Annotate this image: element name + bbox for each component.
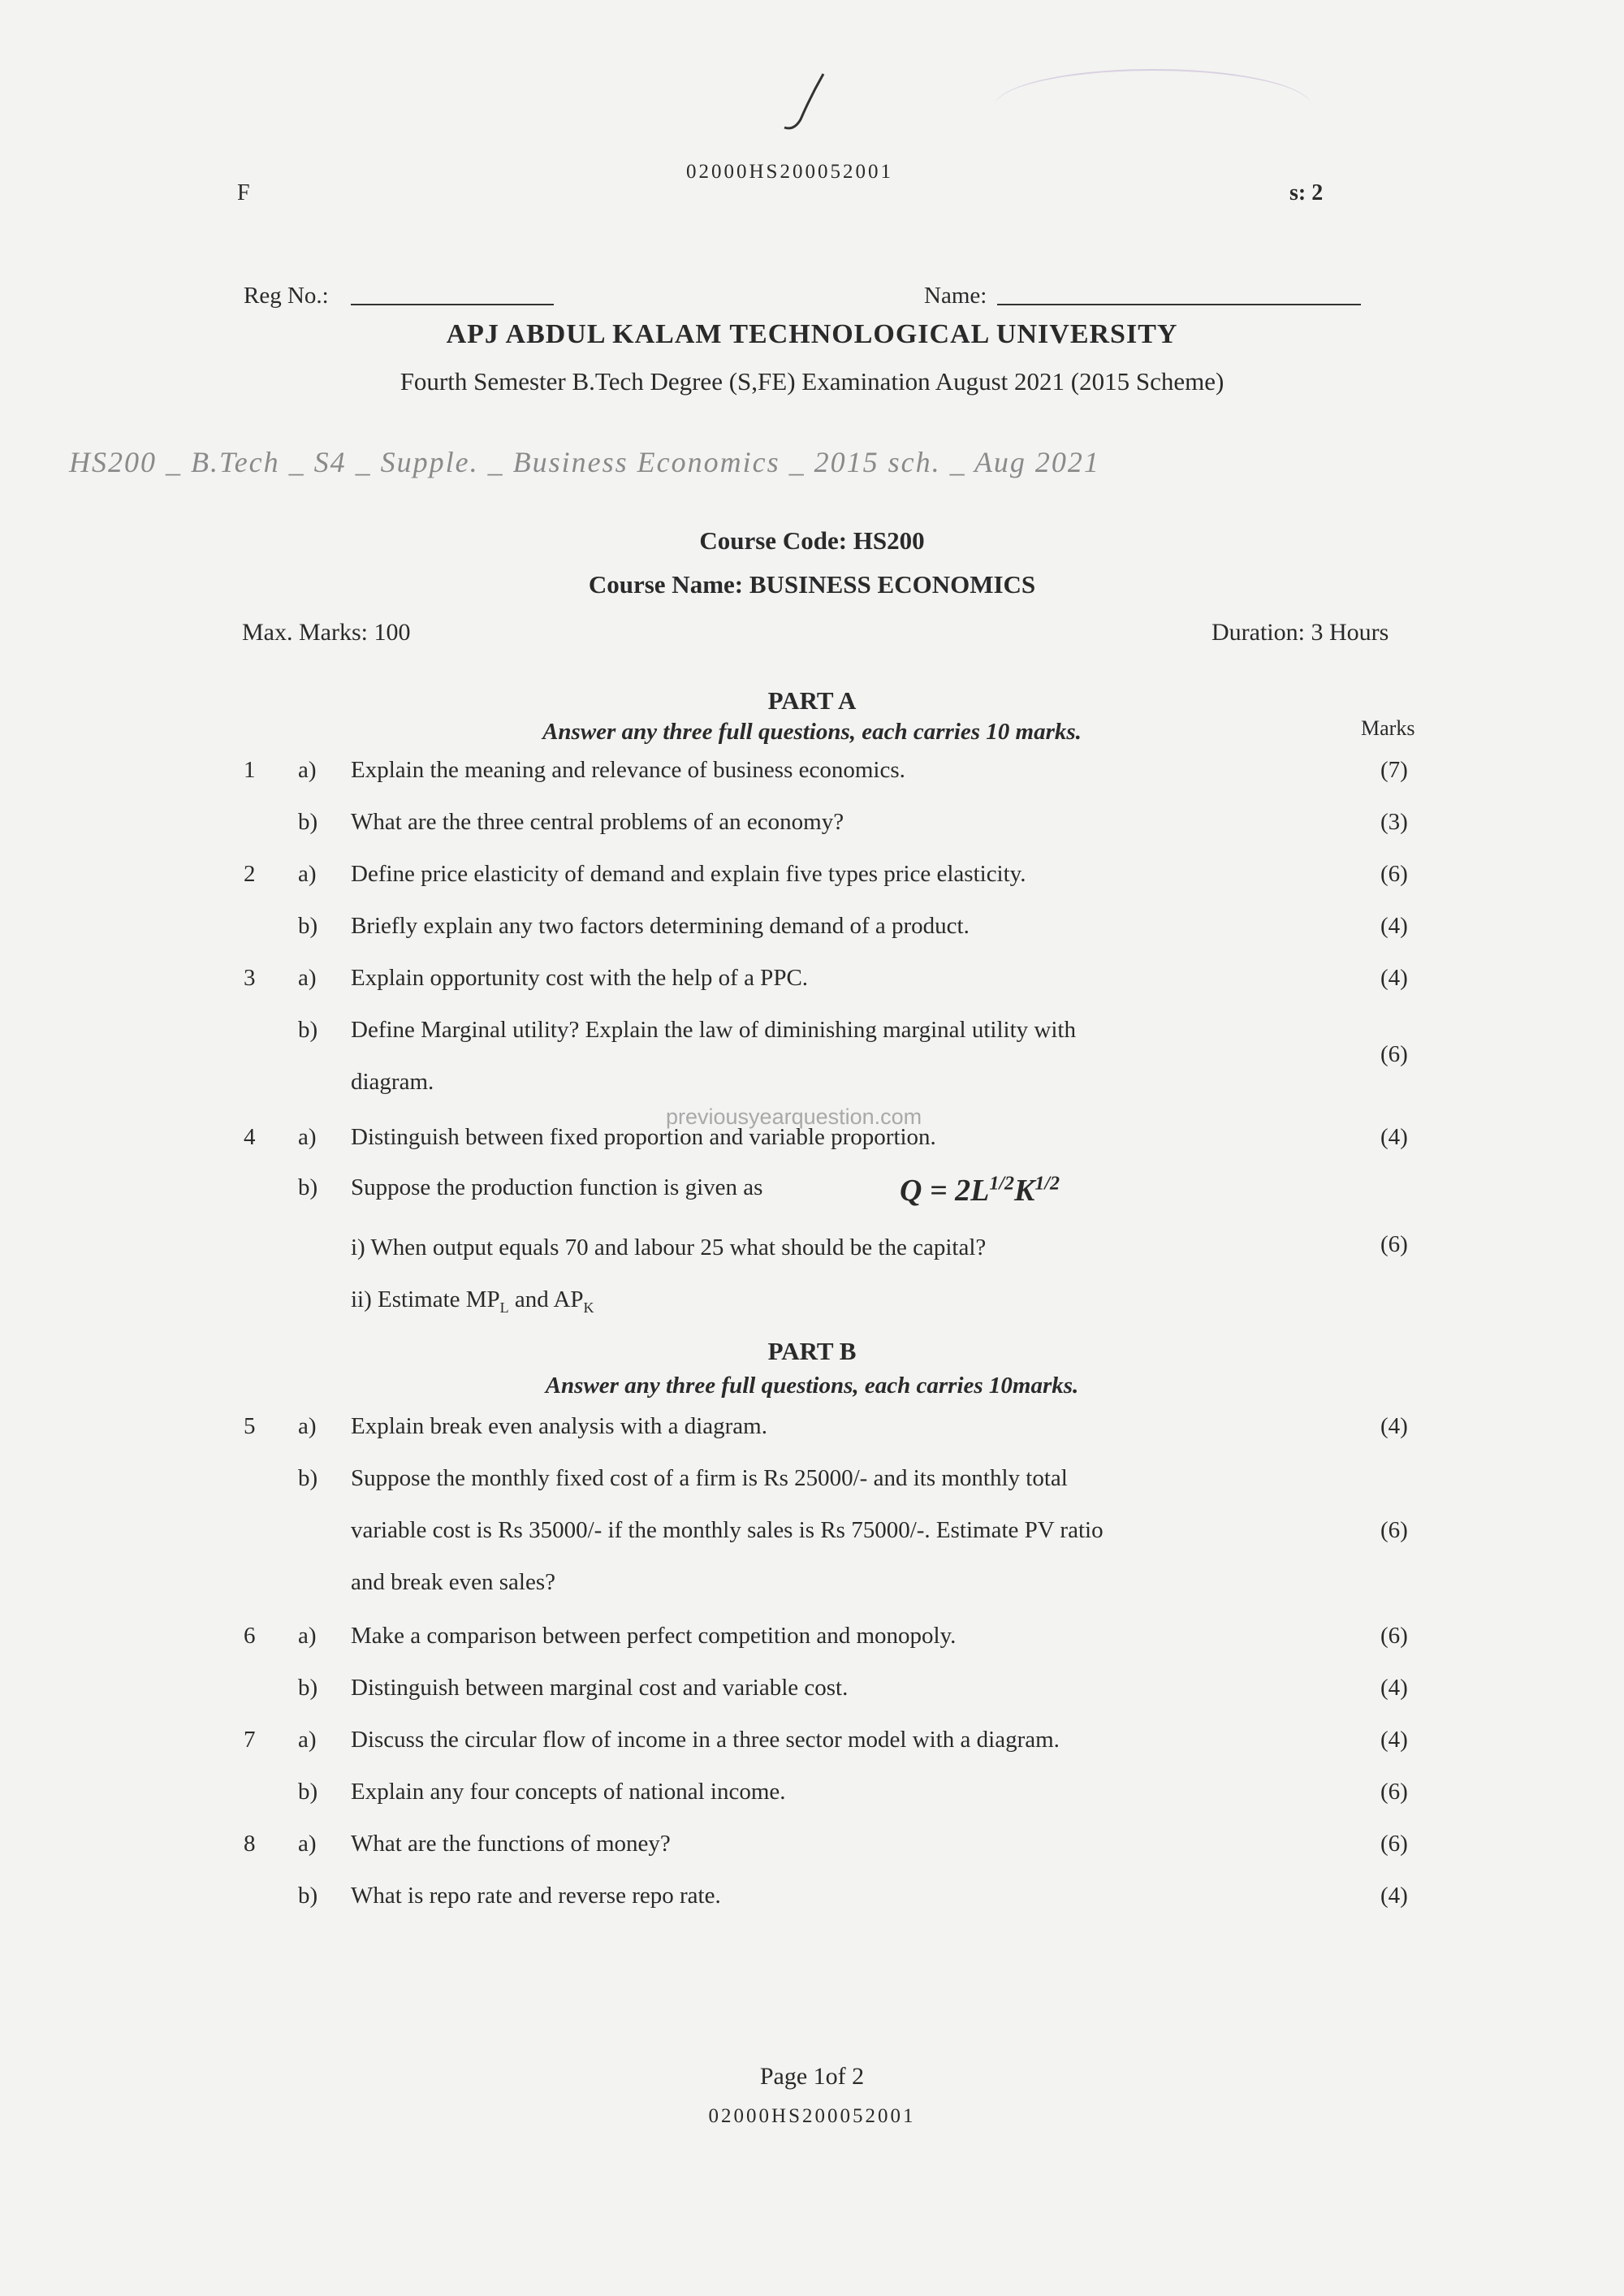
question-number: 4 <box>244 1124 256 1150</box>
question-text: Define price elasticity of demand and explain five types price elasticity. <box>351 861 1026 887</box>
question-4b-ii: ii) Estimate $MP_L$ and $AP_K$ <box>351 1286 594 1316</box>
question-marks: (6) <box>1380 1517 1408 1543</box>
production-function-formula: $Q = 2L^{1/2}K^{1/2}$ <box>900 1173 1060 1208</box>
question-marks: (4) <box>1380 965 1408 991</box>
question-text: Suppose the production function is given as <box>351 1174 763 1200</box>
question-text: Briefly explain any two factors determining demand of a product. <box>351 913 970 939</box>
question-sub-label: b) <box>298 1017 318 1043</box>
question-text: Explain any four concepts of national income. <box>351 1779 786 1805</box>
question-4b-i-marks: (6) <box>1380 1231 1408 1257</box>
question-marks: (4) <box>1380 1675 1408 1701</box>
question-sub-label: b) <box>298 1174 318 1200</box>
question-marks: (4) <box>1380 1883 1408 1909</box>
question-text: Explain the meaning and relevance of business economics. <box>351 757 905 783</box>
question-text: Discuss the circular flow of income in a three sector model with a diagram. <box>351 1727 1060 1753</box>
question-marks: (6) <box>1380 1779 1408 1805</box>
question-number: 3 <box>244 965 256 991</box>
question-sub-label: b) <box>298 1675 318 1701</box>
name-blank <box>997 304 1361 305</box>
stamp-smudge <box>995 69 1311 144</box>
question-sub-label: b) <box>298 1883 318 1909</box>
question-marks: (4) <box>1380 1124 1408 1150</box>
question-text: Define Marginal utility? Explain the law of diminishing marginal utility with <box>351 1017 1076 1043</box>
question-4b-i: i) When output equals 70 and labour 25 what should be the capital? <box>351 1234 987 1260</box>
question-sub-label: a) <box>298 1124 317 1150</box>
part-b-instruction: Answer any three full questions, each carries 10marks. <box>545 1373 1079 1399</box>
question-text: Make a comparison between perfect competition and monopoly. <box>351 1623 957 1649</box>
question-sub-label: a) <box>298 1623 317 1649</box>
part-b-title: PART B <box>767 1337 857 1365</box>
question-text: Distinguish between fixed proportion and variable proportion. <box>351 1124 936 1150</box>
paper-code-bottom: 02000HS200052001 <box>708 2105 916 2127</box>
question-text: What is repo rate and reverse repo rate. <box>351 1883 721 1909</box>
question-sub-label: a) <box>298 1831 317 1857</box>
course-name: Course Name: BUSINESS ECONOMICS <box>588 570 1036 599</box>
question-marks: (6) <box>1380 1831 1408 1857</box>
max-marks: Max. Marks: 100 <box>242 619 411 646</box>
reg-no-label: Reg No.: <box>244 283 329 309</box>
question-marks: (4) <box>1380 1413 1408 1439</box>
question-number: 5 <box>244 1413 256 1439</box>
paper-code-top: 02000HS200052001 <box>686 161 893 183</box>
question-marks: (3) <box>1380 809 1408 835</box>
question-sub-label: a) <box>298 757 317 783</box>
question-number: 1 <box>244 757 256 783</box>
question-marks: (6) <box>1380 1623 1408 1649</box>
question-sub-label: b) <box>298 809 318 835</box>
watermark: previousyearquestion.com <box>666 1105 922 1129</box>
question-text: Distinguish between marginal cost and variable cost. <box>351 1675 849 1701</box>
question-number: 6 <box>244 1623 256 1649</box>
question-sub-label: a) <box>298 861 317 887</box>
pages-label: s: 2 <box>1289 180 1324 205</box>
question-marks: (6) <box>1380 1041 1408 1067</box>
question-sub-label: b) <box>298 913 318 939</box>
question-text: Explain break even analysis with a diagram. <box>351 1413 767 1439</box>
question-text: Explain opportunity cost with the help of a PPC. <box>351 965 809 991</box>
question-sub-label: a) <box>298 1413 317 1439</box>
question-text: and break even sales? <box>351 1569 556 1595</box>
question-sub-label: b) <box>298 1779 318 1805</box>
question-text: diagram. <box>351 1069 434 1095</box>
part-a-instruction: Answer any three full questions, each carries 10 marks. <box>542 719 1082 745</box>
question-number: 7 <box>244 1727 256 1753</box>
marks-header: Marks <box>1361 716 1415 740</box>
university-title: APJ ABDUL KALAM TECHNOLOGICAL UNIVERSITY <box>446 319 1178 349</box>
question-text: What are the functions of money? <box>351 1831 671 1857</box>
question-marks: (7) <box>1380 757 1408 783</box>
question-text: Suppose the monthly fixed cost of a firm is Rs 25000/- and its monthly total <box>351 1465 1068 1491</box>
question-sub-label: b) <box>298 1465 318 1491</box>
name-label: Name: <box>924 283 987 309</box>
duration: Duration: 3 Hours <box>1212 619 1389 646</box>
question-sub-label: a) <box>298 1727 317 1753</box>
question-sub-label: a) <box>298 965 317 991</box>
question-marks: (4) <box>1380 1727 1408 1753</box>
question-number: 2 <box>244 861 256 887</box>
reg-no-blank <box>351 304 554 305</box>
handwritten-tick-mark <box>780 69 828 134</box>
page-number: Page 1of 2 <box>759 2063 865 2090</box>
question-marks: (6) <box>1380 861 1408 887</box>
set-label: F <box>237 180 250 205</box>
question-text: What are the three central problems of an economy? <box>351 809 844 835</box>
course-code: Course Code: HS200 <box>699 526 925 555</box>
handwritten-note: HS200 _ B.Tech _ S4 _ Supple. _ Business Economics _ 2015 sch. _ Aug 2021 <box>69 446 1100 478</box>
question-number: 8 <box>244 1831 256 1857</box>
question-marks: (4) <box>1380 913 1408 939</box>
question-text: variable cost is Rs 35000/- if the monthly sales is Rs 75000/-. Estimate PV ratio <box>351 1517 1104 1543</box>
part-a-title: PART A <box>767 686 857 715</box>
exam-title: Fourth Semester B.Tech Degree (S,FE) Examination August 2021 (2015 Scheme) <box>400 367 1224 396</box>
